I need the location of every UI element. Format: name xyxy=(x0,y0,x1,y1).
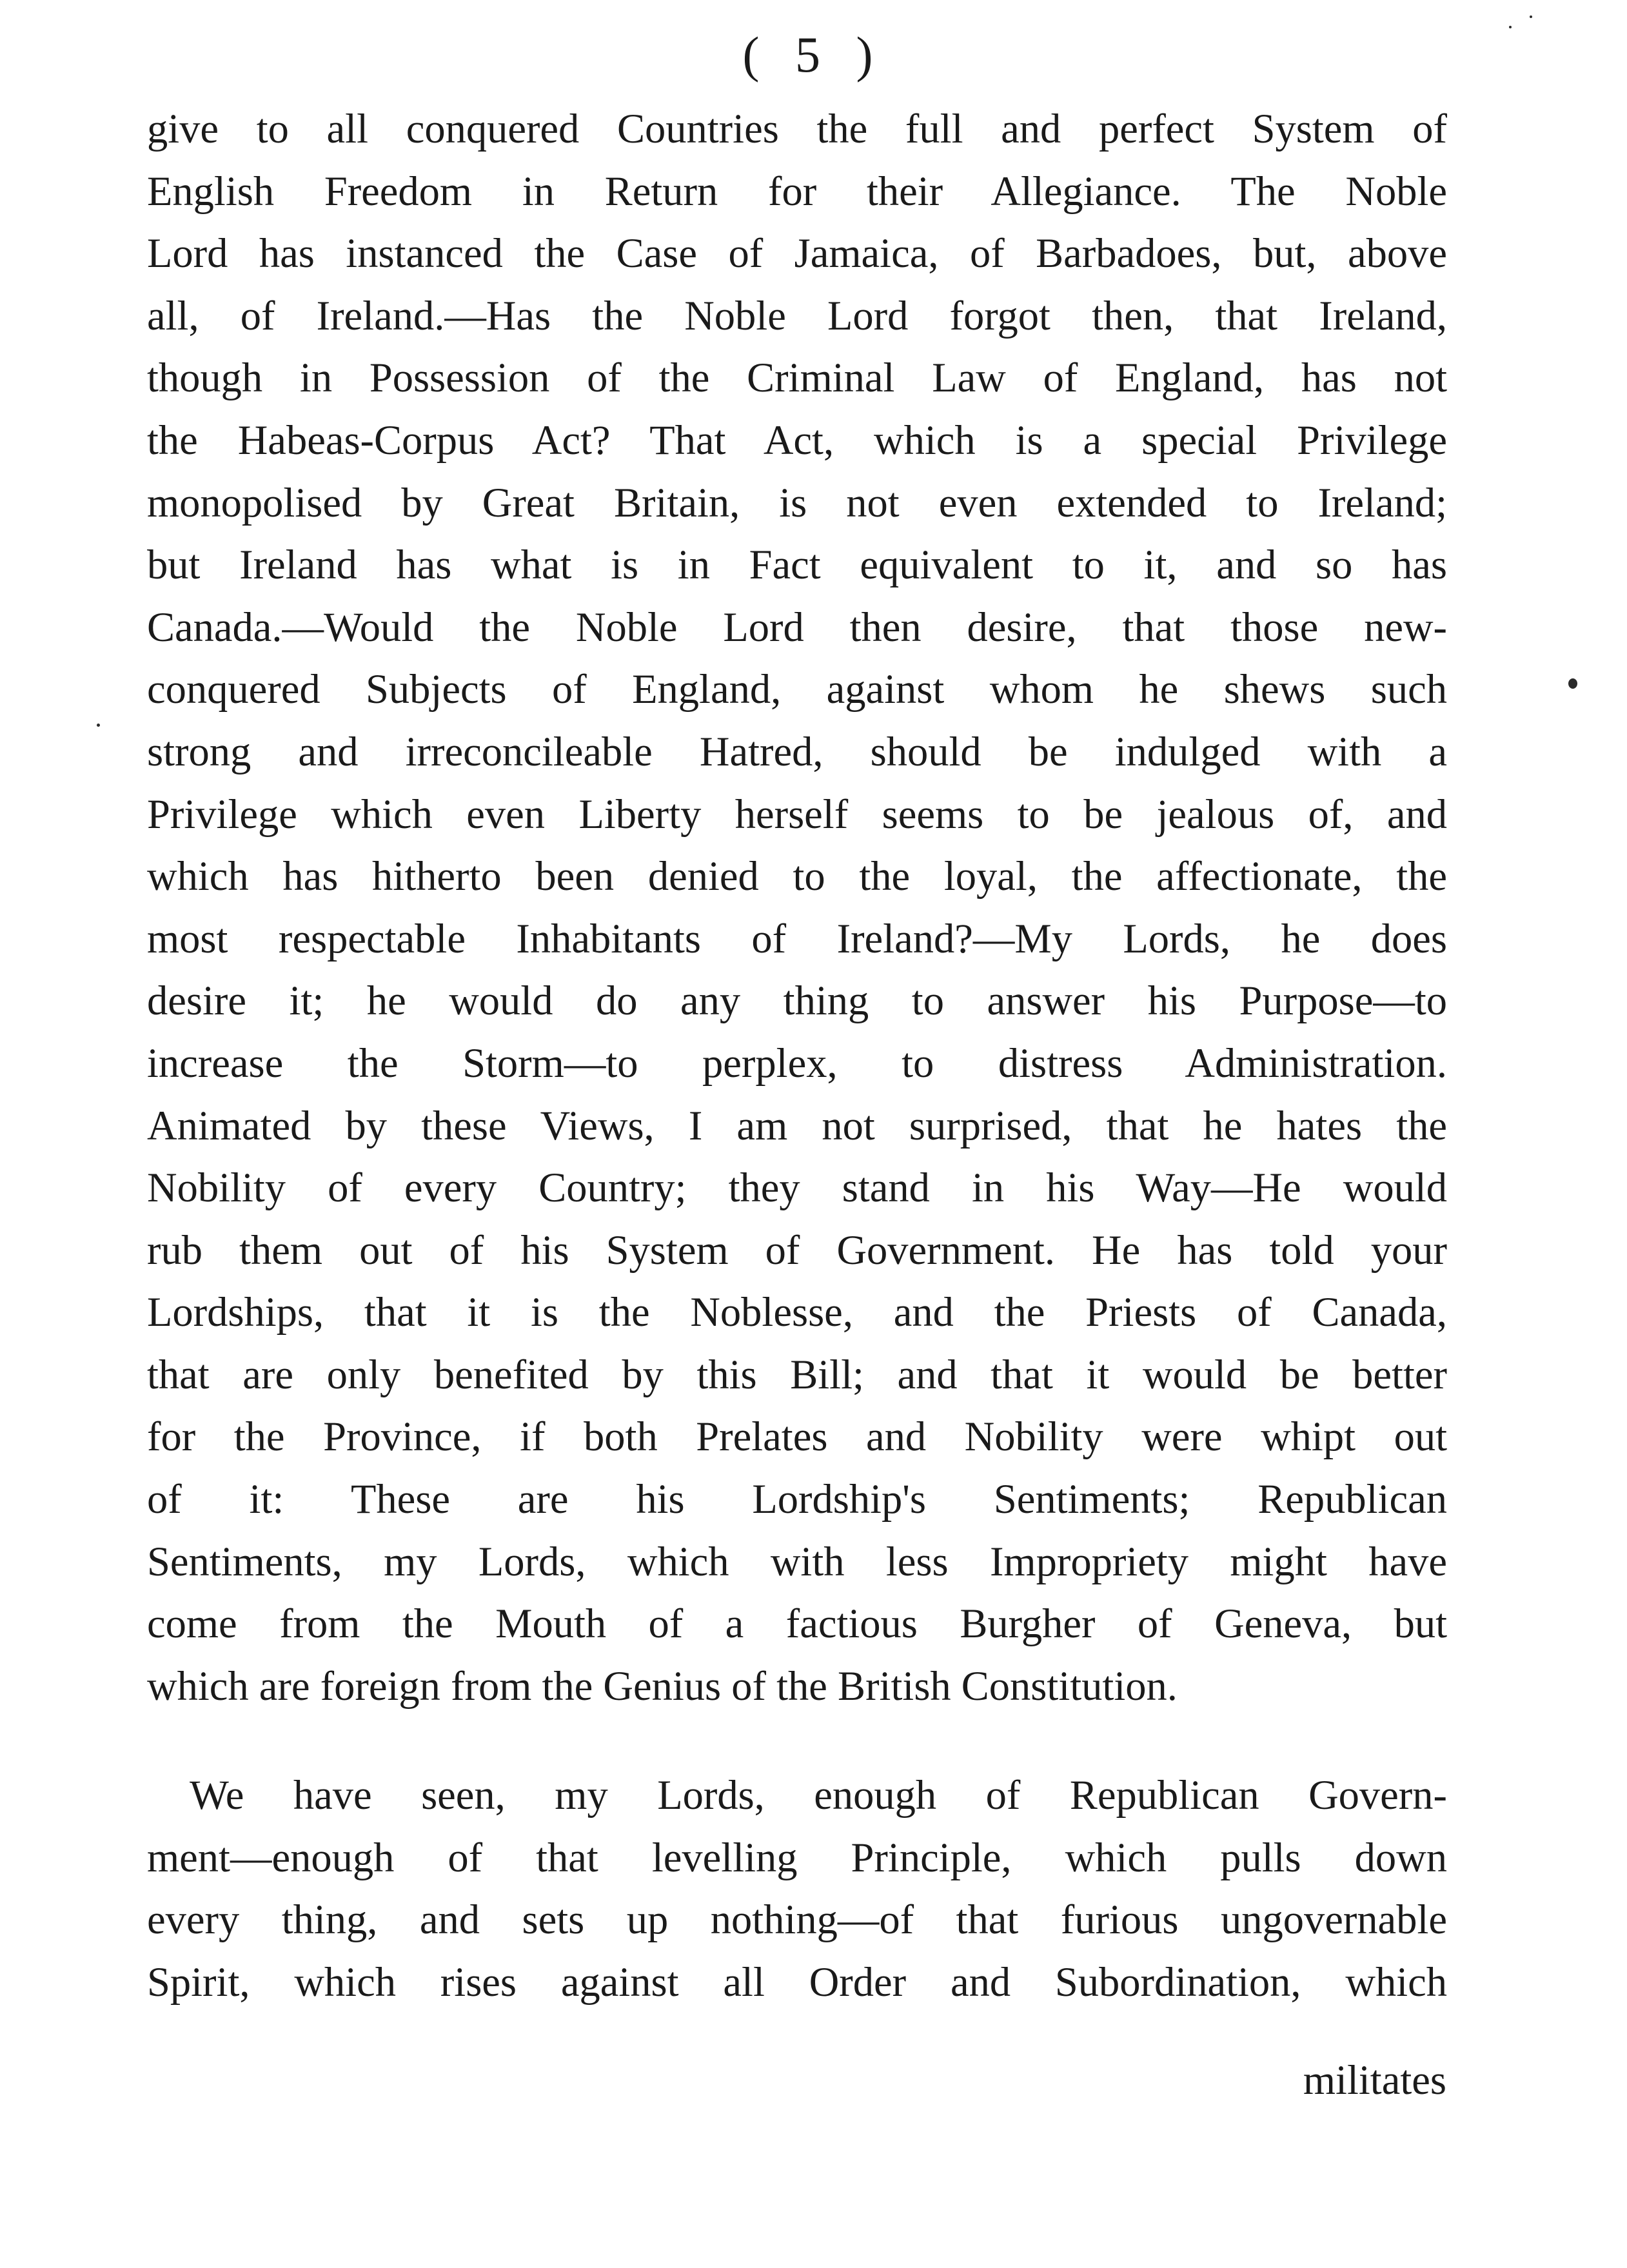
paragraph-2-line: ment—enough of that levelling Principle, which pulls down xyxy=(147,1834,1447,1880)
paragraph-1-line: which has hitherto been denied to the loyal, the affectionate, the xyxy=(147,853,1447,900)
ink-speck xyxy=(1568,678,1577,689)
paragraph-1-line: increase the Storm—to perplex, to distress Administration. xyxy=(147,1040,1447,1086)
paragraph-1-line: Sentiments, my Lords, which with less Impropriety might have xyxy=(147,1538,1447,1584)
page-number: ( 5 ) xyxy=(742,26,885,83)
paragraph-1-line: English Freedom in Return for their Allegiance. The Noble xyxy=(147,168,1447,214)
paragraph-1-line: Privilege which even Liberty herself seems to be jealous of, and xyxy=(147,791,1447,837)
paragraph-1-line: for the Province, if both Prelates and Nobility were whipt out xyxy=(147,1414,1447,1460)
paragraph-1-line: come from the Mouth of a factious Burgher of Geneva, but xyxy=(147,1601,1447,1647)
paragraph-1-line: all, of Ireland.—Has the Noble Lord forgot then, that Ireland, xyxy=(147,292,1447,339)
paragraph-2-line: every thing, and sets up nothing—of that furious ungovernable xyxy=(147,1897,1447,1943)
ink-speck xyxy=(1530,15,1532,18)
paragraph-1-line: most respectable Inhabitants of Ireland?—My Lords, he does xyxy=(147,915,1447,961)
paragraph-1-line: strong and irreconcileable Hatred, should be indulged with a xyxy=(147,728,1447,774)
paragraph-1-line: Canada.—Would the Noble Lord then desire, that those new- xyxy=(147,604,1447,650)
paragraph-1-line: Nobility of every Country; they stand in his Way—He would xyxy=(147,1165,1447,1211)
paragraph-2 xyxy=(147,1764,1447,2013)
paragraph-1-line: give to all conquered Countries the full and perfect System of xyxy=(147,106,1447,152)
paragraph-1-line: but Ireland has what is in Fact equivalent to it, and so has xyxy=(147,542,1447,588)
paragraph-1-line: the Habeas-Corpus Act? That Act, which is a special Privilege xyxy=(147,417,1447,463)
paragraph-1-line: desire it; he would do any thing to answer his Purpose—to xyxy=(147,978,1447,1024)
paragraph-1-line: Lordships, that it is the Noblesse, and the Priests of Canada, xyxy=(147,1289,1447,1336)
ink-speck xyxy=(97,724,100,727)
paragraph-1-line: Animated by these Views, I am not surprised, that he hates the xyxy=(147,1102,1447,1149)
paragraph-1-line: which are foreign from the Genius of the British Constitution. xyxy=(147,1662,1178,1709)
paragraph-1-line: of it: These are his Lordship's Sentiments; Republican xyxy=(147,1476,1447,1523)
paragraph-1-line: Lord has instanced the Case of Jamaica, of Barbadoes, but, above xyxy=(147,230,1447,277)
catchword: militates xyxy=(1303,2057,1446,2103)
paragraph-2-line: We have seen, my Lords, enough of Republican Govern- xyxy=(190,1772,1447,1818)
ink-speck xyxy=(1509,26,1512,28)
paragraph-1-line: rub them out of his System of Government. He has told your xyxy=(147,1227,1447,1273)
paragraph-1-line: conquered Subjects of England, against whom he shews such xyxy=(147,666,1447,713)
paragraph-2-line: Spirit, which rises against all Order and Subordination, which xyxy=(147,1958,1447,2005)
paragraph-1-line: that are only benefited by this Bill; and that it would be better xyxy=(147,1351,1447,1397)
paragraph-1-line: though in Possession of the Criminal Law of England, has not xyxy=(147,355,1447,401)
paragraph-1 xyxy=(147,98,1447,1717)
paragraph-1-line: monopolised by Great Britain, is not even extended to Ireland; xyxy=(147,479,1447,526)
